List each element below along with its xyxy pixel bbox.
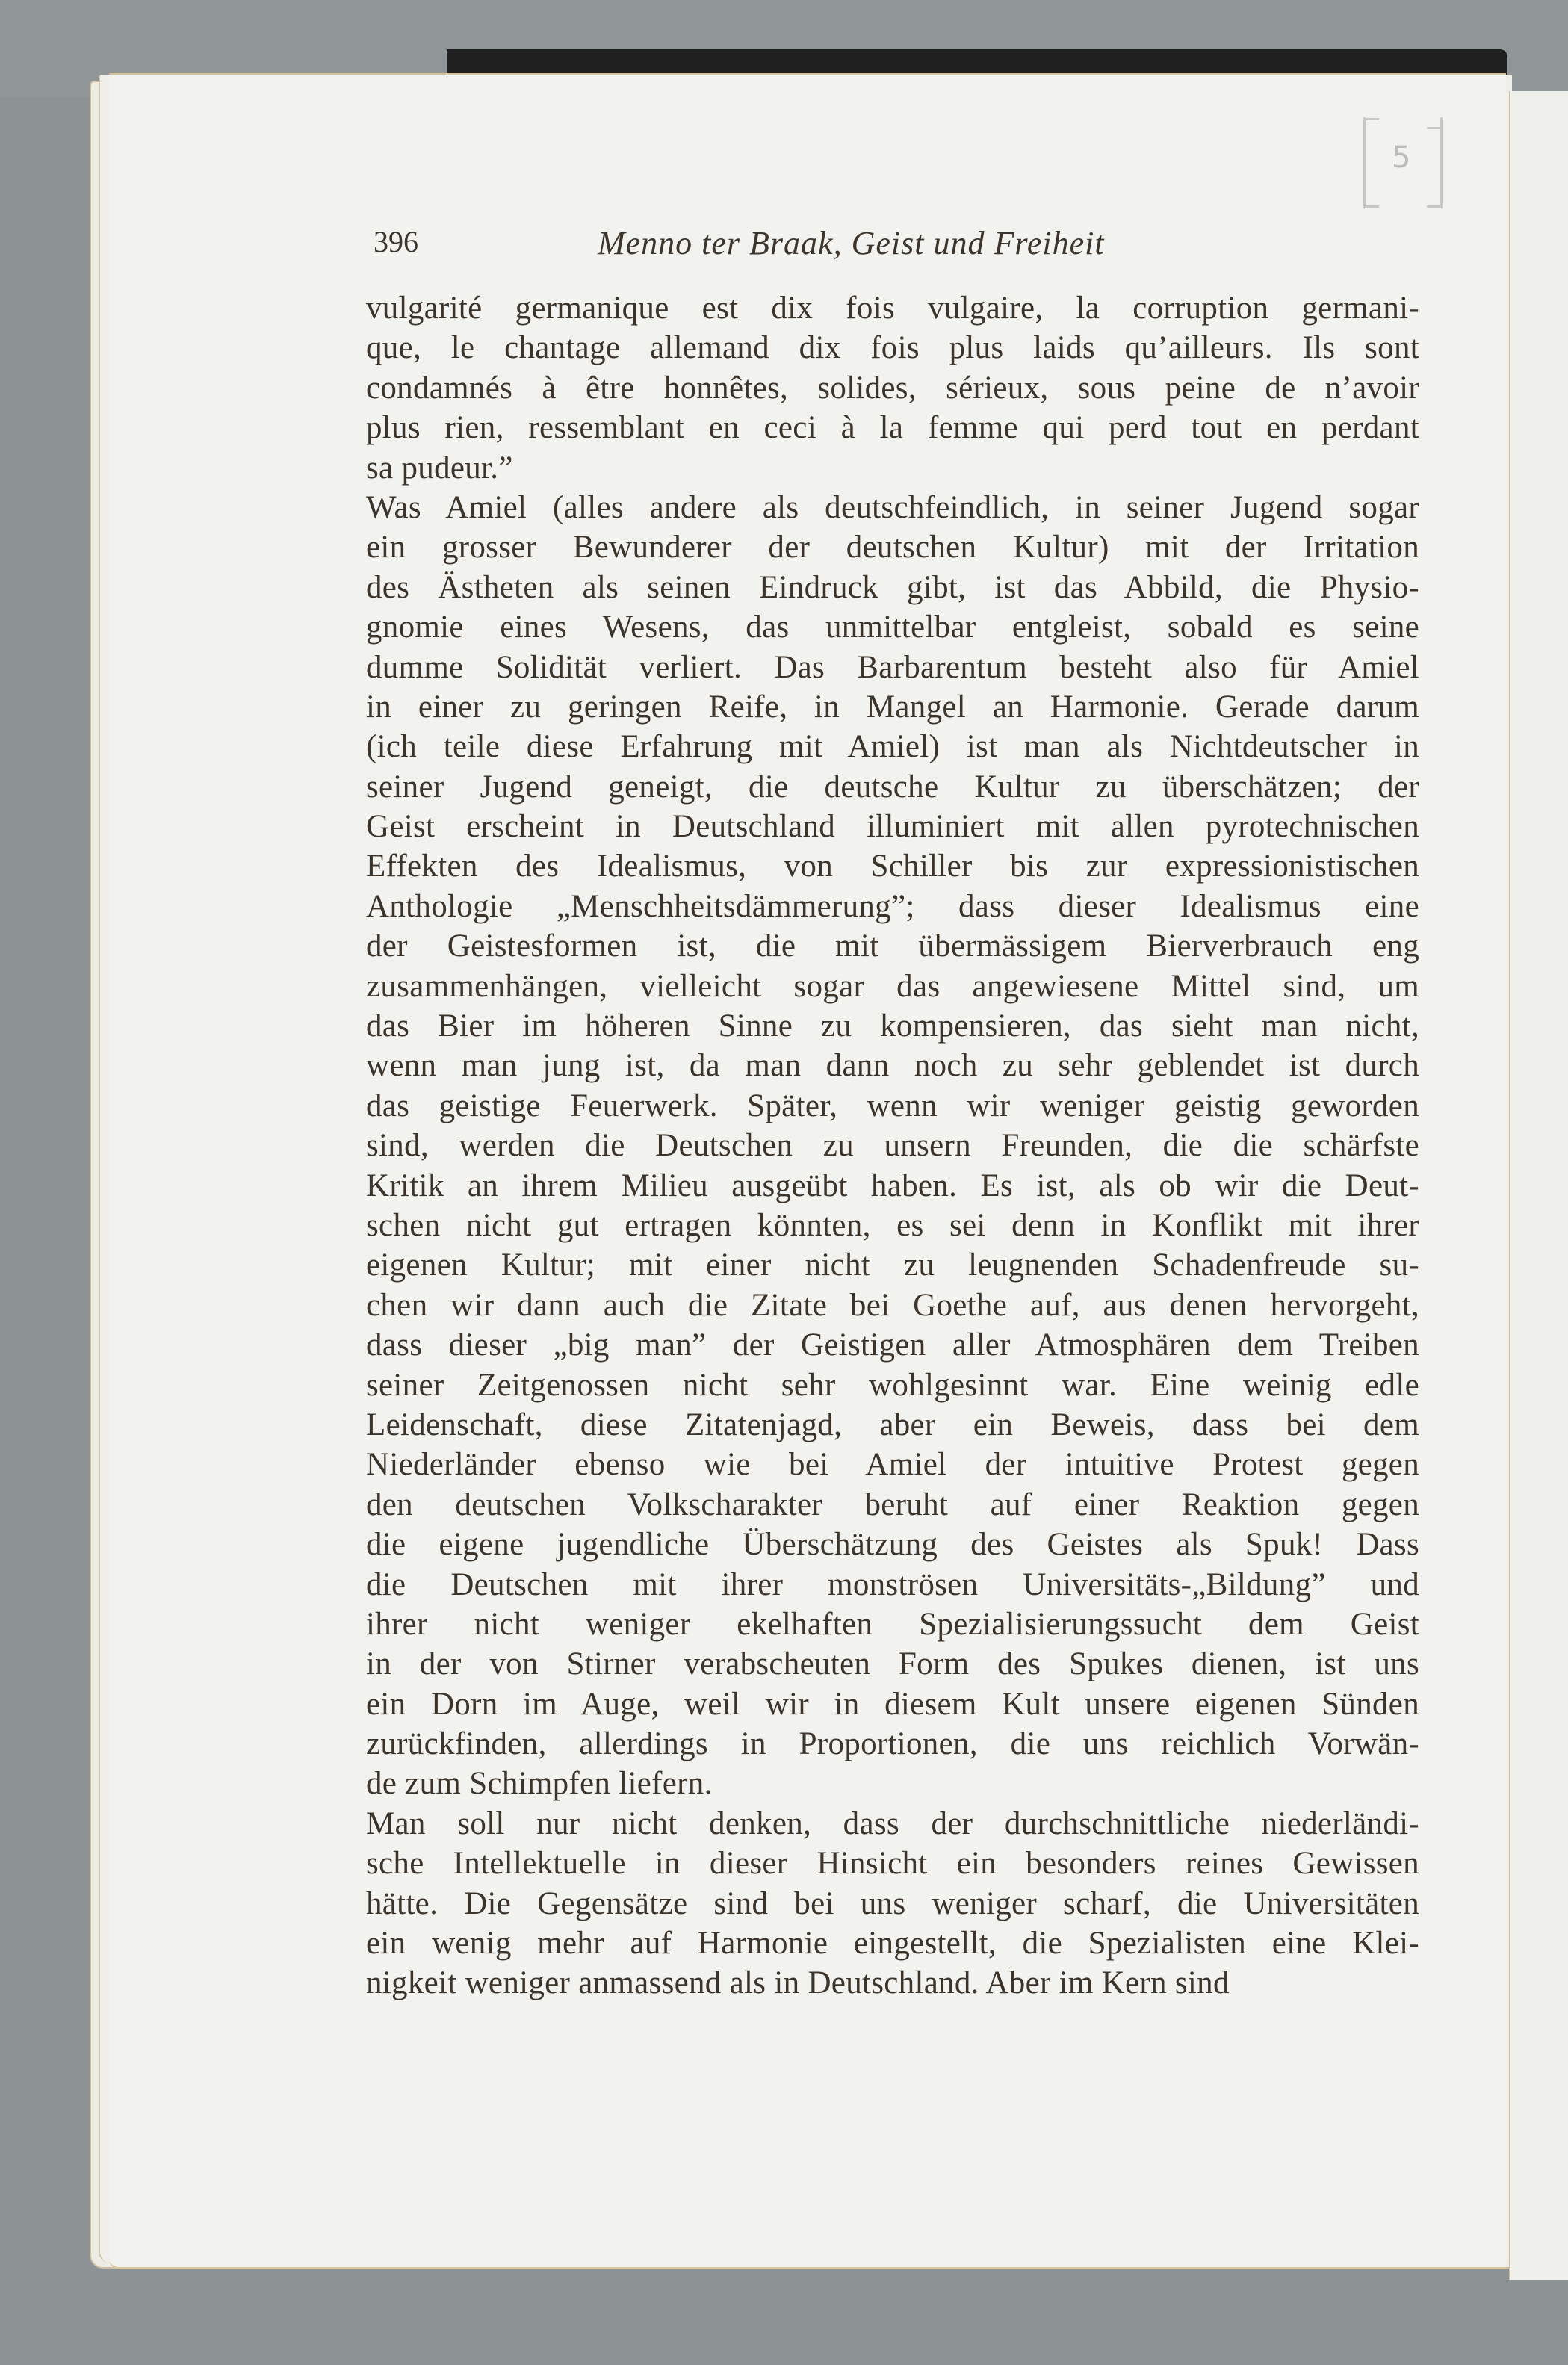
text-line: Effekten des Idealismus, von Schiller bis zur expressionistischen	[366, 849, 1419, 884]
text-line: den deutschen Volkscharakter beruht auf einer Reaktion gegen	[366, 1487, 1419, 1522]
text-line: vulgarité germanique est dix fois vulgaire, la corruption germani-	[366, 291, 1419, 326]
text-line: der Geistesformen ist, die mit übermässigem Bierverbrauch eng	[366, 929, 1419, 964]
text-line: que, le chantage allemand dix fois plus laids qu’ailleurs. Ils sont	[366, 330, 1419, 366]
pencil-annotation	[1363, 116, 1443, 210]
text-line: das Bier im höheren Sinne zu kompensieren, das sieht man nicht,	[366, 1008, 1419, 1044]
text-line: die eigene jugendliche Überschätzung des Geistes als Spuk! Dass	[366, 1527, 1419, 1563]
running-head: Menno ter Braak, Geist und Freiheit	[598, 225, 1105, 261]
text-line: in der von Stirner verabscheuten Form des Spukes dienen, ist uns	[366, 1646, 1419, 1682]
text-line: nigkeit weniger anmassend als in Deutschland. Aber im Kern sind	[366, 1965, 1230, 2001]
text-line: sche Intellektuelle in dieser Hinsicht ein besonders reines Gewissen	[366, 1846, 1419, 1882]
text-line: wenn man jung ist, da man dann noch zu sehr geblendet ist durch	[366, 1048, 1419, 1084]
text-line: Was Amiel (alles andere als deutschfeindlich, in seiner Jugend sogar	[366, 489, 1419, 525]
text-line: dumme Solidität verliert. Das Barbarentum besteht also für Amiel	[366, 649, 1419, 685]
text-line: ihrer nicht weniger ekelhaften Spezialisierungssucht dem Geist	[366, 1606, 1419, 1642]
text-line: in einer zu geringen Reife, in Mangel an Harmonie. Gerade darum	[366, 689, 1419, 725]
text-line: Man soll nur nicht denken, dass der durchschnittliche niederländi-	[366, 1805, 1419, 1841]
text-line: hätte. Die Gegensätze sind bei uns weniger scharf, die Universitäten	[366, 1885, 1419, 1921]
text-line: (ich teile diese Erfahrung mit Amiel) ist man als Nichtdeutscher in	[366, 729, 1419, 765]
text-line: dass dieser „big man” der Geistigen aller Atmosphären dem Treiben	[366, 1327, 1419, 1363]
text-line: ein Dorn im Auge, weil wir in diesem Kult unsere eigenen Sünden	[366, 1686, 1419, 1722]
text-line: Leidenschaft, diese Zitatenjagd, aber ein Beweis, dass bei dem	[366, 1407, 1419, 1442]
text-line: chen wir dann auch die Zitate bei Goethe auf, aus denen hervorgeht,	[366, 1287, 1419, 1323]
text-line: de zum Schimpfen liefern.	[366, 1766, 713, 1802]
text-line: Niederländer ebenso wie bei Amiel der intuitive Protest gegen	[366, 1447, 1419, 1483]
text-line: sa pudeur.”	[366, 450, 513, 486]
text-line: ein wenig mehr auf Harmonie eingestellt, die Spezialisten eine Klei-	[366, 1926, 1419, 1962]
text-line: die Deutschen mit ihrer monströsen Universitäts-„Bildung” und	[366, 1566, 1419, 1602]
text-line: Anthologie „Menschheitsdämmerung”; dass dieser Idealismus eine	[366, 888, 1419, 924]
text-line: condamnés à être honnêtes, solides, sérieux, sous peine de n’avoir	[366, 370, 1419, 406]
page-header	[374, 224, 1419, 269]
text-line: ein grosser Bewunderer der deutschen Kultur) mit der Irritation	[366, 530, 1419, 565]
body-text	[366, 288, 1419, 2003]
paragraph	[366, 488, 1419, 1804]
text-line: gnomie eines Wesens, das unmittelbar entgleist, sobald es seine	[366, 610, 1419, 645]
text-line: seiner Zeitgenossen nicht sehr wohlgesinnt war. Eine weinig edle	[366, 1367, 1419, 1403]
paragraph	[366, 288, 1419, 488]
text-line: das geistige Feuerwerk. Später, wenn wir weniger geistig geworden	[366, 1088, 1419, 1123]
text-line: zusammenhängen, vielleicht sogar das angewiesene Mittel sind, um	[366, 968, 1419, 1004]
text-line: plus rien, ressemblant en ceci à la femme qui perd tout en perdant	[366, 410, 1419, 446]
text-line: schen nicht gut ertragen könnten, es sei denn in Konflikt mit ihrer	[366, 1207, 1419, 1243]
text-line: eigenen Kultur; mit einer nicht zu leugnenden Schadenfreude su-	[366, 1247, 1419, 1283]
text-line: seiner Jugend geneigt, die deutsche Kultur zu überschätzen; der	[366, 769, 1419, 805]
text-line: Kritik an ihrem Milieu ausgeübt haben. Es ist, als ob wir die Deut-	[366, 1168, 1419, 1203]
text-line: des Ästheten als seinen Eindruck gibt, ist das Abbild, die Physio-	[366, 569, 1419, 605]
page-number: 396	[374, 225, 418, 258]
pencil-annotation-number: 5	[1392, 140, 1411, 175]
paragraph	[366, 1804, 1419, 2003]
facing-page-edge	[1509, 91, 1568, 2280]
text-line: sind, werden die Deutschen zu unsern Freunden, die die schärfste	[366, 1128, 1419, 1164]
text-line: Geist erscheint in Deutschland illuminiert mit allen pyrotechnischen	[366, 809, 1419, 845]
text-line: zurückfinden, allerdings in Proportionen, die uns reichlich Vorwän-	[366, 1726, 1419, 1762]
